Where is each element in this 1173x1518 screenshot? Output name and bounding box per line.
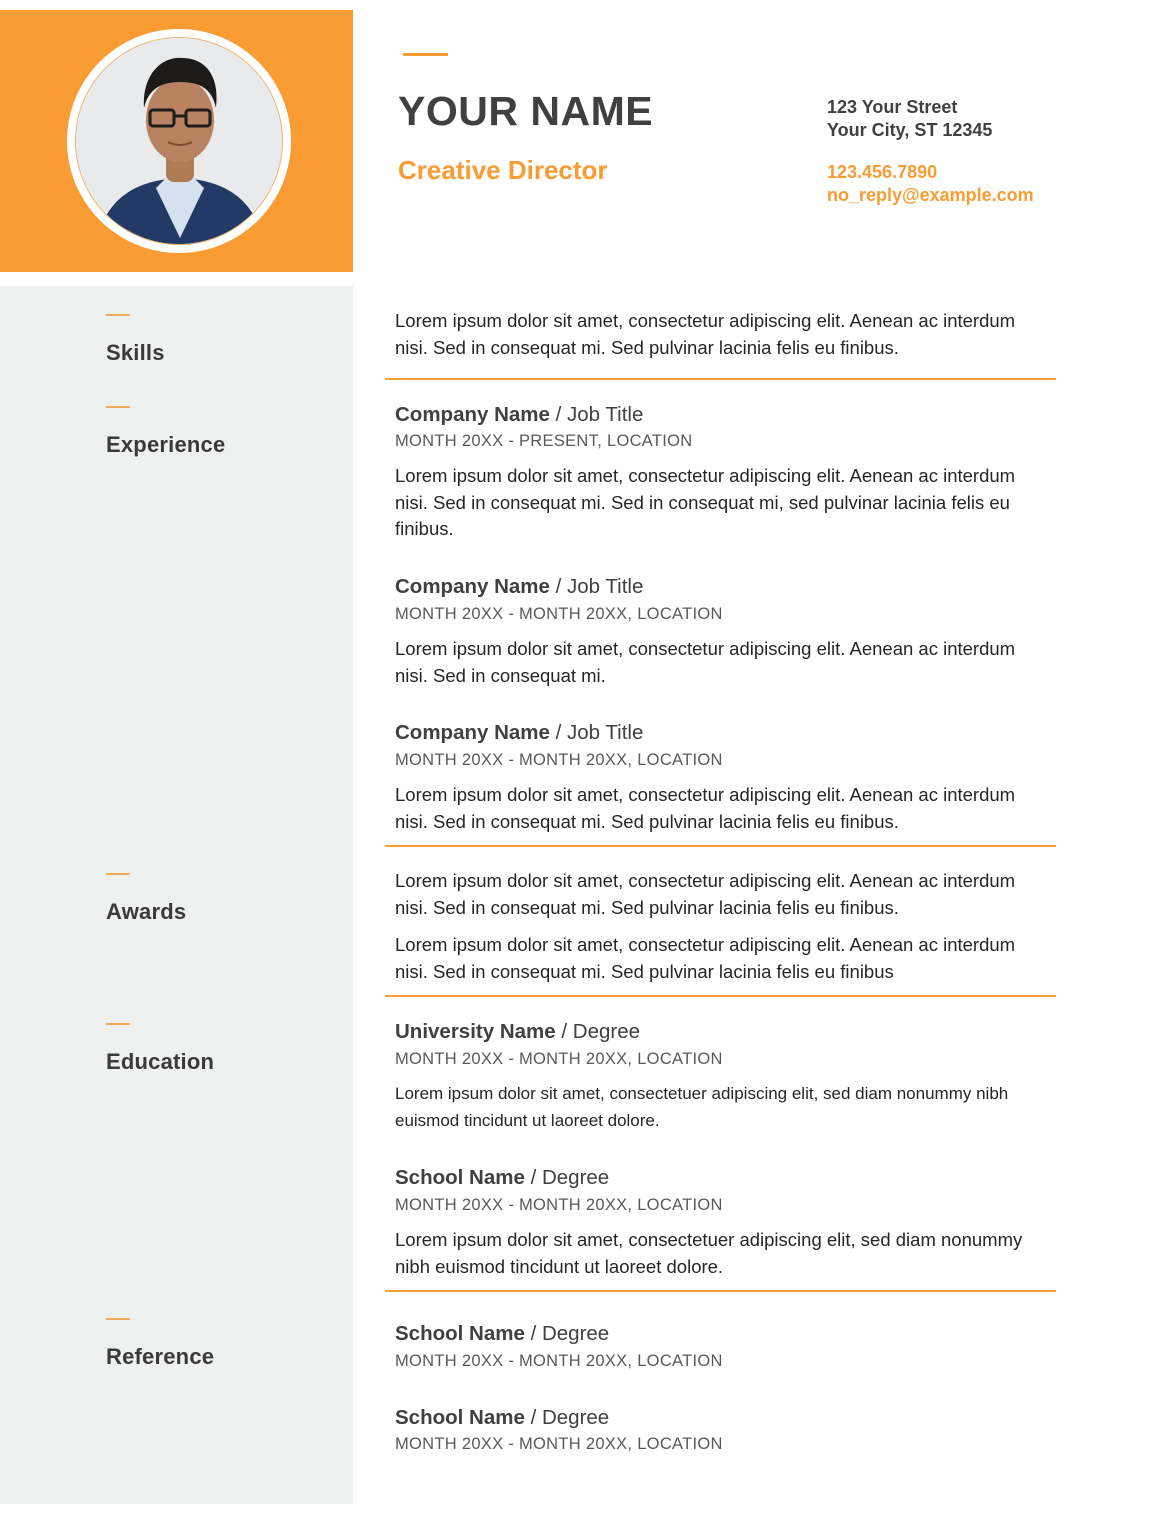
company-name: Company Name xyxy=(395,721,550,744)
section-title-experience: Experience xyxy=(106,432,226,457)
award-text: Lorem ipsum dolor sit amet, consectetur adipiscing elit. Aenean ac interdum nisi. Sed in consequat mi. Sed pulvinar lacinia felis eu finibus. xyxy=(395,870,1016,918)
section-title-skills: Skills xyxy=(106,340,165,365)
job-title: / Job Title xyxy=(555,721,644,744)
experience-dash xyxy=(106,406,130,408)
person-portrait-icon xyxy=(76,38,283,245)
experience-dates: MONTH 20XX - MONTH 20XX, LOCATION xyxy=(395,751,723,769)
degree: / Degree xyxy=(530,1322,610,1345)
school-name: University Name xyxy=(395,1020,556,1043)
degree: / Degree xyxy=(530,1166,610,1189)
awards-dash xyxy=(106,873,130,875)
education-dates: MONTH 20XX - MONTH 20XX, LOCATION xyxy=(395,1050,723,1068)
education-title xyxy=(395,1020,640,1044)
experience-dates: MONTH 20XX - MONTH 20XX, LOCATION xyxy=(395,605,723,623)
section-divider xyxy=(385,995,1056,997)
school-name: School Name xyxy=(395,1166,525,1189)
header-dash xyxy=(403,53,448,56)
sidebar xyxy=(0,286,353,1504)
education-dash xyxy=(106,1023,130,1025)
experience-text: Lorem ipsum dolor sit amet, consectetur adipiscing elit. Aenean ac interdum nisi. Sed in consequat mi. xyxy=(395,638,1016,686)
experience-dates: MONTH 20XX - PRESENT, LOCATION xyxy=(395,432,693,450)
reference-title xyxy=(395,1406,609,1430)
section-divider xyxy=(385,378,1056,380)
skills-text: Lorem ipsum dolor sit amet, consectetur adipiscing elit. Aenean ac interdum nisi. Sed in consequat mi. Sed pulvinar lacinia felis eu finibus. xyxy=(395,310,1016,358)
skills-dash xyxy=(106,314,130,316)
experience-text: Lorem ipsum dolor sit amet, consectetur adipiscing elit. Aenean ac interdum nisi. Sed in consequat mi. Sed in consequat mi, sed pulvinar lacinia felis eu finibus. xyxy=(395,465,1016,539)
job-title: / Job Title xyxy=(555,575,644,598)
address-line-2: Your City, ST 12345 xyxy=(827,120,993,140)
experience-title xyxy=(395,721,643,745)
degree: / Degree xyxy=(561,1020,641,1043)
section-title-awards: Awards xyxy=(106,899,187,924)
email[interactable]: no_reply@example.com xyxy=(827,185,1034,205)
section-divider xyxy=(385,1290,1056,1292)
education-text: Lorem ipsum dolor sit amet, consectetuer adipiscing elit, sed diam nonummy nibh euismod tincidunt ut laoreet dolore. xyxy=(395,1084,1009,1130)
section-title-reference: Reference xyxy=(106,1344,215,1369)
company-name: Company Name xyxy=(395,403,550,426)
experience-title xyxy=(395,403,643,427)
job-role: Creative Director xyxy=(398,155,608,185)
school-name: School Name xyxy=(395,1322,525,1345)
reference-dash xyxy=(106,1318,130,1320)
reference-title xyxy=(395,1322,609,1346)
section-title-education: Education xyxy=(106,1049,215,1074)
section-divider xyxy=(385,845,1056,847)
award-text: Lorem ipsum dolor sit amet, consectetur adipiscing elit. Aenean ac interdum nisi. Sed in consequat mi. Sed pulvinar lacinia felis eu finibus xyxy=(395,934,1016,982)
experience-title xyxy=(395,575,643,599)
degree: / Degree xyxy=(530,1406,610,1429)
profile-photo xyxy=(75,37,283,245)
education-title xyxy=(395,1166,609,1190)
phone: 123.456.7890 xyxy=(827,162,938,182)
education-dates: MONTH 20XX - MONTH 20XX, LOCATION xyxy=(395,1196,723,1214)
page-title: YOUR NAME xyxy=(398,88,654,134)
education-text: Lorem ipsum dolor sit amet, consectetuer adipiscing elit, sed diam nonummy nibh euismod tincidunt ut laoreet dolore. xyxy=(395,1229,1023,1277)
address-line-1: 123 Your Street xyxy=(827,97,958,117)
school-name: School Name xyxy=(395,1406,525,1429)
company-name: Company Name xyxy=(395,575,550,598)
experience-text: Lorem ipsum dolor sit amet, consectetur adipiscing elit. Aenean ac interdum nisi. Sed in consequat mi. Sed pulvinar lacinia felis eu finibus. xyxy=(395,784,1016,832)
job-title: / Job Title xyxy=(555,403,644,426)
reference-dates: MONTH 20XX - MONTH 20XX, LOCATION xyxy=(395,1352,723,1370)
reference-dates: MONTH 20XX - MONTH 20XX, LOCATION xyxy=(395,1435,723,1453)
